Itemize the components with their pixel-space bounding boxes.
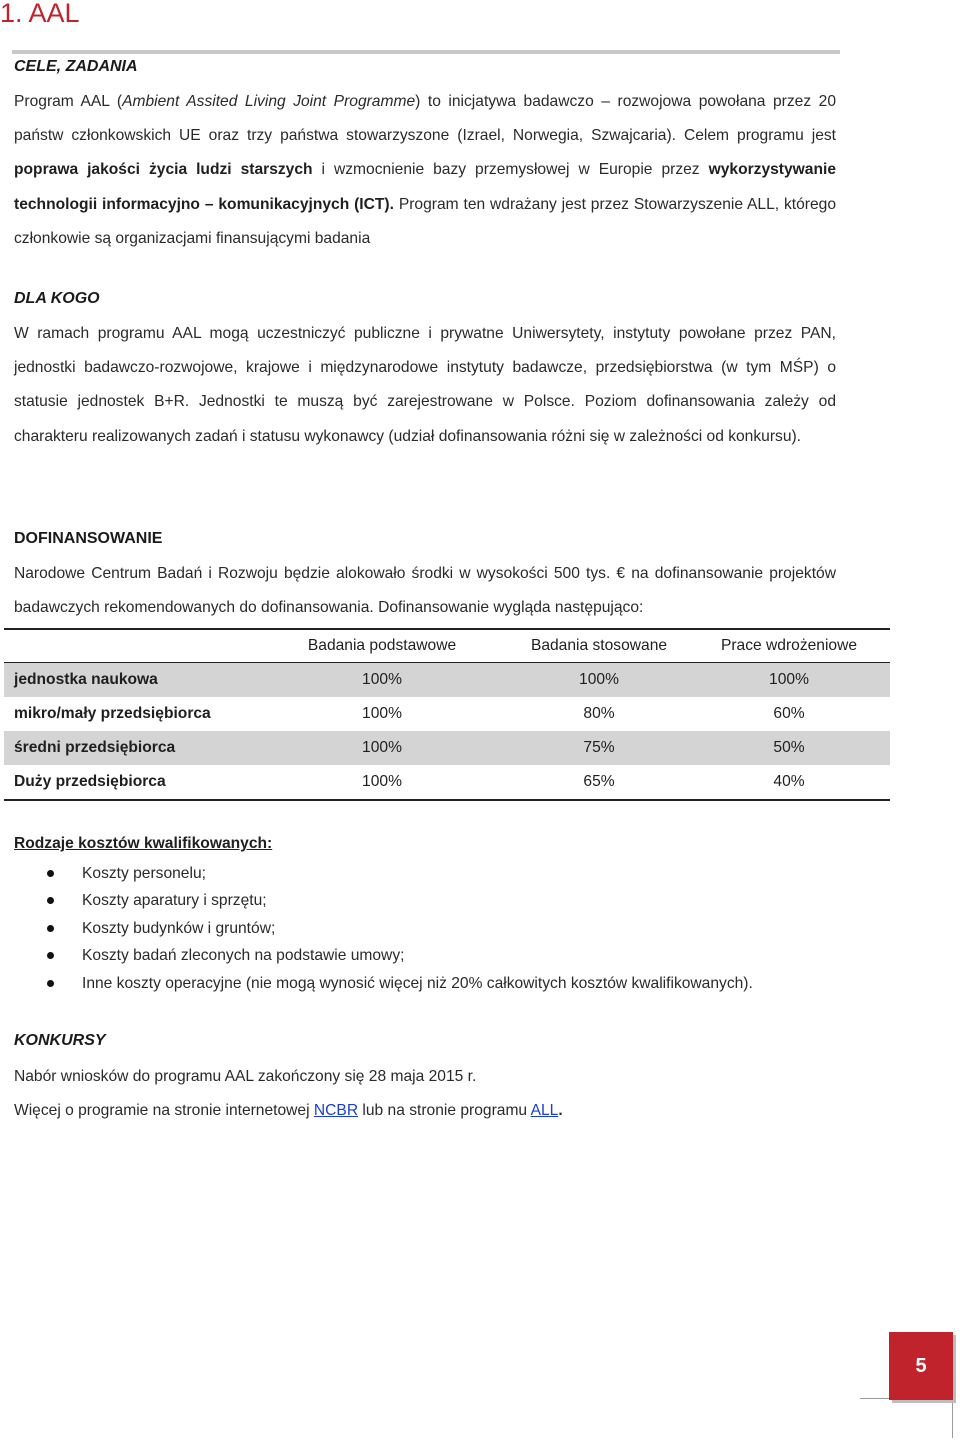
row-label: jednostka naukowa xyxy=(4,663,254,698)
list-item xyxy=(0,942,753,969)
bold-phrase: poprawa jakości życia ludzi starszych xyxy=(14,161,313,179)
list-item-text: Koszty aparatury i sprzętu; xyxy=(82,892,267,910)
page-title: 1. AAL xyxy=(0,0,80,28)
table-header-cell xyxy=(4,629,254,663)
ncbr-link[interactable]: NCBR xyxy=(313,1102,359,1119)
row-label: Duży przedsiębiorca xyxy=(4,765,254,800)
bold-phrase: wykorzystywanie technologii informacyjno – komunikacyjnych (ICT). xyxy=(14,161,837,213)
bullet-icon xyxy=(47,870,54,877)
table-cell: 60% xyxy=(773,705,805,722)
text-segment: . xyxy=(558,1102,563,1119)
bullet-icon xyxy=(47,897,54,904)
table-cell: 50% xyxy=(688,731,890,765)
paragraph-dofinansowanie: Narodowe Centrum Badań i Rozwoju będzie alokowało środki w wysokości 500 tys. € na dofinansowanie projektów badawczych rekomendowanych do dofinansowania. Dofinansowanie wygląda następująco: xyxy=(14,565,836,617)
heading-cele-zadania: CELE, ZADANIA xyxy=(14,58,138,75)
table-row xyxy=(4,697,890,731)
bullet-icon xyxy=(47,952,54,959)
heading-eligible-costs: Rodzaje kosztów kwalifikowanych: xyxy=(14,835,273,852)
table-cell: 100% xyxy=(254,663,510,698)
table-cell: 100% xyxy=(510,663,688,698)
list-item-text: Inne koszty operacyjne (nie mogą wynosić więcej niż 20% całkowitych kosztów kwalifikowanych). xyxy=(82,974,753,992)
eligible-costs-list xyxy=(0,860,753,997)
table-header-row xyxy=(4,629,890,663)
list-item-text: Koszty personelu; xyxy=(82,865,206,882)
bullet-icon xyxy=(47,980,54,987)
programme-name: Ambient Assited Living Joint Programme xyxy=(122,93,416,110)
table-cell: 100% xyxy=(688,663,890,698)
funding-table xyxy=(4,628,890,801)
text-segment: i wzmocnienie bazy przemysłowej w Europie przez xyxy=(312,161,709,179)
table-cell: 75% xyxy=(510,731,688,765)
title-divider xyxy=(12,50,840,54)
list-item xyxy=(0,915,753,942)
table-row xyxy=(4,731,890,765)
konkursy-deadline: Nabór wniosków do programu AAL zakończony się 28 maja 2015 r. xyxy=(14,1068,477,1085)
table-cell: 40% xyxy=(688,765,890,800)
list-item-text: Koszty badań zleconych na podstawie umowy; xyxy=(82,947,405,965)
row-label: średni przedsiębiorca xyxy=(4,731,254,765)
row-label: mikro/mały przedsiębiorca xyxy=(14,705,211,722)
all-programme-link[interactable]: ALL xyxy=(530,1102,559,1119)
table-cell: 100% xyxy=(254,731,510,765)
paragraph-dla-kogo: W ramach programu AAL mogą uczestniczyć publiczne i prywatne Uniwersytety, instytuty powołane przez PAN, jednostki badawczo-rozwojowe, krajowe i międzynarodowe instytuty badawcze, przedsiębiorstwa (w tym MŚP) o statusie jednostek B+R. Jednostki te muszą być zarejestrowane w Polsce. Poziom dofinansowania zależy od charakteru realizowanych zadań i statusu wykonawcy (udział dofinansowania różni się w zależności od konkursu). xyxy=(14,325,836,445)
table-cell: 65% xyxy=(510,765,688,800)
page-number-badge: 5 xyxy=(889,1332,953,1400)
table-header-cell: Badania stosowane xyxy=(510,629,688,663)
text-segment: lub na stronie programu xyxy=(358,1102,531,1119)
text-segment: Program AAL ( xyxy=(14,93,123,110)
konkursy-more-info xyxy=(14,1100,563,1122)
heading-dla-kogo: DLA KOGO xyxy=(14,290,100,307)
text-segment: ) to inicjatywa badawczo – rozwojowa powołana przez 20 państw członkowskich UE oraz trzy państwa stowarzyszone (Izrael, Norwegia, Szwajcaria). Celem programu jest xyxy=(14,93,837,145)
table-row xyxy=(4,663,890,698)
table-row xyxy=(4,765,890,800)
table-header-cell: Prace wdrożeniowe xyxy=(688,629,890,663)
list-item xyxy=(0,887,753,914)
text-segment: Więcej o programie na stronie internetowej xyxy=(14,1102,314,1119)
heading-dofinansowanie: DOFINANSOWANIE xyxy=(14,530,163,547)
bullet-icon xyxy=(47,925,54,932)
table-cell: 100% xyxy=(254,765,510,800)
list-item xyxy=(0,970,753,997)
table-header-cell: Badania podstawowe xyxy=(254,629,510,663)
table-cell: 80% xyxy=(583,705,615,722)
list-item-text: Koszty budynków i gruntów; xyxy=(82,919,276,937)
list-item xyxy=(0,860,753,887)
paragraph-cele xyxy=(14,85,836,256)
heading-konkursy: KONKURSY xyxy=(14,1032,106,1049)
text-segment: Program ten wdrażany jest przez Stowarzyszenie ALL, którego członkowie są organizacjami finansującymi badania xyxy=(14,195,836,247)
table-cell: 100% xyxy=(362,705,402,722)
